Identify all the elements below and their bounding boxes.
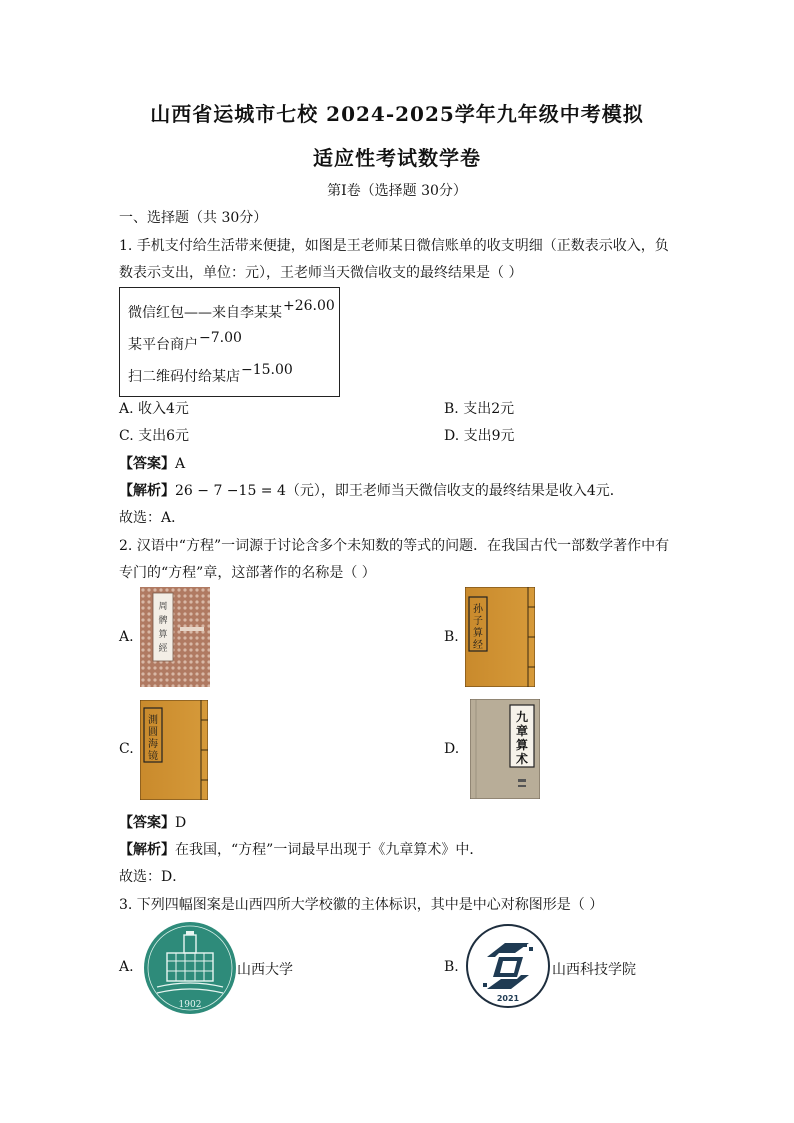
q1-stem-line2: 数表示支出，单位：元），王老师当天微信收支的最终结果是（ ） xyxy=(119,265,523,281)
book-ceyuan-haijing-image xyxy=(140,700,208,800)
q2-option-a-label: A. xyxy=(119,629,134,645)
section-heading: 一、选择题（共 30分） xyxy=(119,210,268,226)
book-title-char: 子 xyxy=(473,616,483,627)
q2-stem-line1: 2. 汉语中“方程”一词源于讨论含多个未知数的等式的问题．在我国古代一部数学著作中有 xyxy=(119,538,670,554)
q1-option-b: B. 支出2元 xyxy=(444,401,515,417)
wechat-bill-box xyxy=(119,287,340,397)
book-title-char: 经 xyxy=(473,640,483,651)
book-title-char: 經 xyxy=(158,644,168,654)
q1-answer: 【答案】A xyxy=(119,456,186,472)
q3-option-b-school: 山西科技学院 xyxy=(552,962,636,978)
q2-option-b-label: B. xyxy=(444,629,459,645)
book-title-char: 算 xyxy=(473,628,483,639)
q3-option-a-label: A. xyxy=(119,959,134,975)
bill-row xyxy=(128,362,293,386)
q3-option-b-label: B. xyxy=(444,959,459,975)
bill-label: 扫二维码付给某店 xyxy=(128,369,240,385)
q2-option-c-label: C. xyxy=(119,741,134,757)
q2-option-d-label: D. xyxy=(444,741,460,757)
book-title-char: 术 xyxy=(515,752,529,766)
book-title-char: 九 xyxy=(515,710,529,724)
logo-year: 2021 xyxy=(496,994,520,1003)
q2-conclusion: 故选：D． xyxy=(119,869,187,885)
q2-answer: 【答案】D xyxy=(119,815,187,831)
q2-stem-line2: 专门的“方程”章，这部著作的名称是（ ） xyxy=(119,565,376,581)
q1-option-a: A. 收入4元 xyxy=(119,401,189,417)
q2-analysis: 【解析】在我国，“方程”一词最早出现于《九章算术》中． xyxy=(119,842,484,858)
q1-option-d: D. 支出9元 xyxy=(444,428,515,444)
q1-analysis: 【解析】26 − 7 −15 = 4（元），即王老师当天微信收支的最终结果是收入4元． xyxy=(119,483,624,499)
book-title-char: 圓 xyxy=(148,727,158,738)
paper-title-line2: 适应性考试数学卷 xyxy=(313,146,481,170)
shanxi-university-logo xyxy=(143,921,237,1015)
book-title-char: 孙 xyxy=(473,604,483,615)
bill-amount: −15.00 xyxy=(241,362,293,378)
book-title-char: 測 xyxy=(148,715,158,726)
book-title-char: 章 xyxy=(515,724,529,738)
q3-stem: 3. 下列四幅图案是山西四所大学校徽的主体标识，其中是中心对称图形是（ ） xyxy=(119,897,604,913)
bill-amount: −7.00 xyxy=(199,330,242,346)
bill-row xyxy=(128,330,242,354)
book-jiuzhang-suanshu-image xyxy=(470,699,540,799)
bill-label: 某平台商户 xyxy=(128,337,198,353)
bill-amount: +26.00 xyxy=(283,298,335,314)
volume-heading: 第Ⅰ卷（选择题 30分） xyxy=(327,183,467,199)
book-title-char: 算 xyxy=(515,738,529,752)
book-sunzi-suanjing-image xyxy=(465,587,535,687)
q3-option-a-school: 山西大学 xyxy=(237,962,293,978)
logo-year: 1902 xyxy=(178,1000,202,1010)
book-title-char: 算 xyxy=(158,630,168,640)
q1-option-c: C. 支出6元 xyxy=(119,428,190,444)
q1-stem-line1: 1. 手机支付给生活带来便捷，如图是王老师某日微信账单的收支明细（正数表示收入，负 xyxy=(119,238,669,254)
book-title-char: 髀 xyxy=(158,616,168,626)
bill-row xyxy=(128,298,335,322)
bill-label: 微信红包——来自李某某 xyxy=(128,305,282,321)
book-title-char: 周 xyxy=(158,602,168,612)
book-zhoubi-suanjing-image xyxy=(140,587,210,687)
paper-title-line1: 山西省运城市七校 2024-2025学年九年级中考模拟 xyxy=(150,102,644,126)
q1-conclusion: 故选：A． xyxy=(119,510,186,526)
shanxi-tech-college-logo xyxy=(465,923,551,1009)
book-title-char: 海 xyxy=(148,739,158,750)
book-title-char: 镜 xyxy=(148,751,158,762)
